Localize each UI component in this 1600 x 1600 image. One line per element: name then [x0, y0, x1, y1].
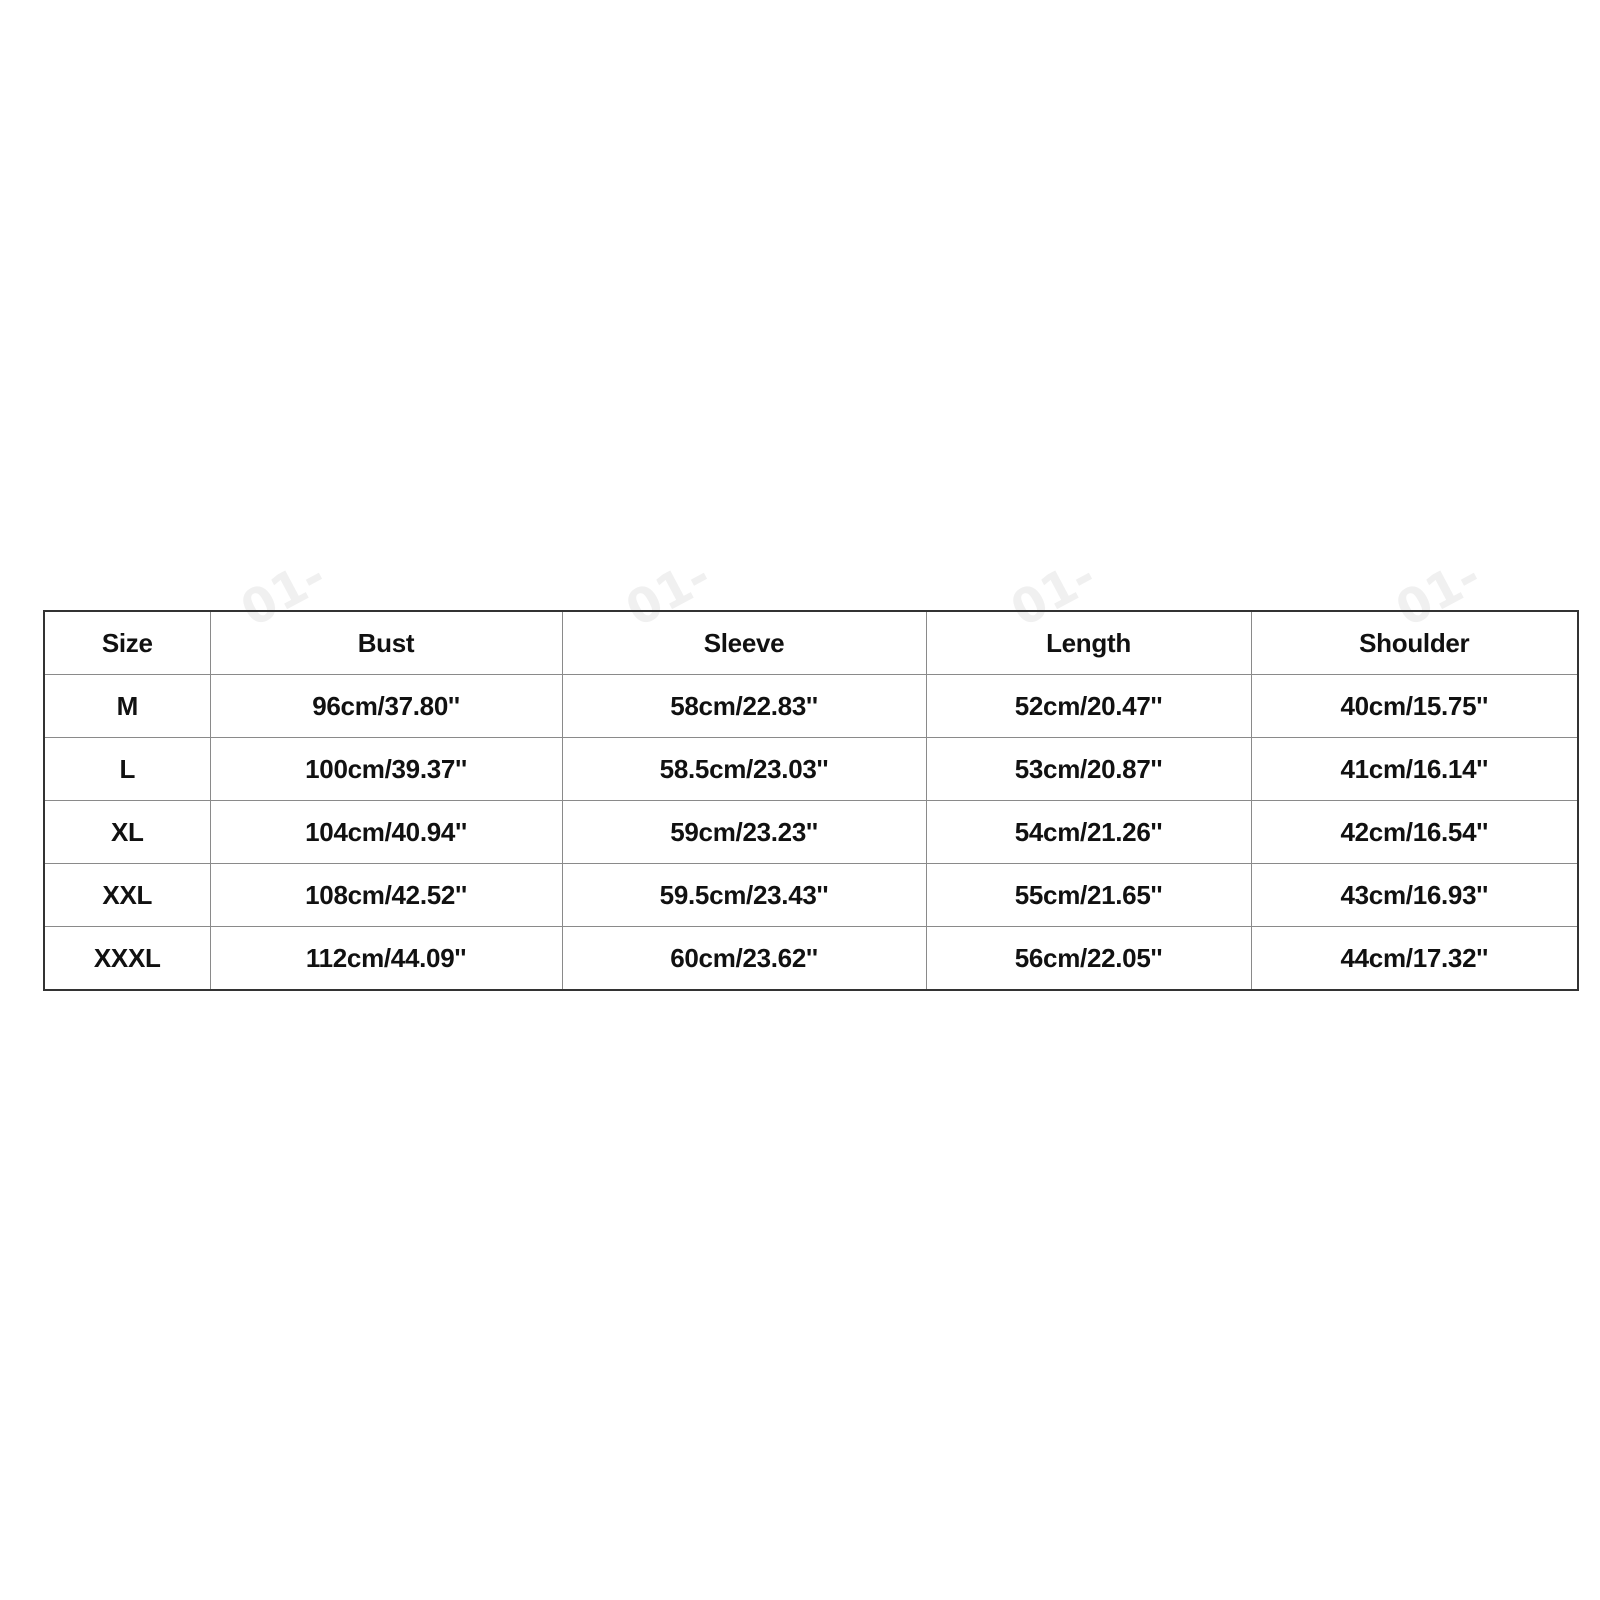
- cell-size: XXL: [44, 864, 210, 927]
- cell-length: 56cm/22.05'': [926, 927, 1251, 991]
- cell-shoulder: 44cm/17.32'': [1251, 927, 1578, 991]
- table-row: [44, 927, 1578, 991]
- cell-bust: 96cm/37.80'': [210, 675, 562, 738]
- cell-length: 54cm/21.26'': [926, 801, 1251, 864]
- header-sleeve: Sleeve: [562, 611, 926, 675]
- cell-sleeve: 59cm/23.23'': [562, 801, 926, 864]
- table-row: [44, 675, 1578, 738]
- cell-length: 52cm/20.47'': [926, 675, 1251, 738]
- cell-sleeve: 59.5cm/23.43'': [562, 864, 926, 927]
- cell-sleeve: 60cm/23.62'': [562, 927, 926, 991]
- cell-bust: 112cm/44.09'': [210, 927, 562, 991]
- table-header-row: [44, 611, 1578, 675]
- table-row: [44, 738, 1578, 801]
- cell-bust: 100cm/39.37'': [210, 738, 562, 801]
- table-row: [44, 801, 1578, 864]
- watermark-text: 01-: [231, 547, 335, 639]
- cell-bust: 104cm/40.94'': [210, 801, 562, 864]
- cell-shoulder: 40cm/15.75'': [1251, 675, 1578, 738]
- header-shoulder: Shoulder: [1251, 611, 1578, 675]
- cell-size: L: [44, 738, 210, 801]
- cell-bust: 108cm/42.52'': [210, 864, 562, 927]
- cell-shoulder: 42cm/16.54'': [1251, 801, 1578, 864]
- cell-shoulder: 41cm/16.14'': [1251, 738, 1578, 801]
- cell-size: XL: [44, 801, 210, 864]
- header-length: Length: [926, 611, 1251, 675]
- cell-size: M: [44, 675, 210, 738]
- cell-shoulder: 43cm/16.93'': [1251, 864, 1578, 927]
- size-chart-table: [43, 610, 1579, 991]
- cell-length: 55cm/21.65'': [926, 864, 1251, 927]
- watermark-text: 01-: [1386, 547, 1490, 639]
- header-bust: Bust: [210, 611, 562, 675]
- table-row: [44, 864, 1578, 927]
- watermark-text: 01-: [616, 547, 720, 639]
- cell-length: 53cm/20.87'': [926, 738, 1251, 801]
- header-size: Size: [44, 611, 210, 675]
- cell-size: XXXL: [44, 927, 210, 991]
- cell-sleeve: 58.5cm/23.03'': [562, 738, 926, 801]
- cell-sleeve: 58cm/22.83'': [562, 675, 926, 738]
- watermark-text: 01-: [1001, 547, 1105, 639]
